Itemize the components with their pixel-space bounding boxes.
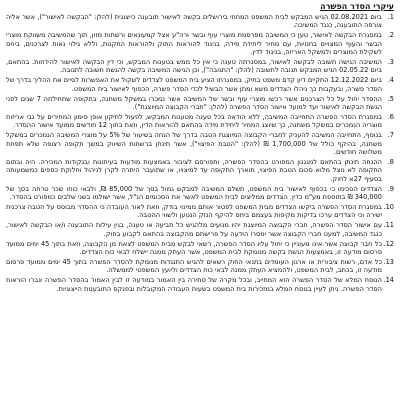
item-text: כל חבר קבוצה אשר אינו מעוניין כי יחול עליו הסדר הפשרה, רשאי לבקש מבית המשפט לצאת מן הקבוצה, וזאת בתוך 45 ימים ממועד פרסום מודעה זו, באמצעות הגשת בקשה מנומקת לבית המשפט, אשר העתק ממנה יישלח לבאי כוח הצדדים. bbox=[6, 239, 382, 257]
item-number: 8. bbox=[387, 158, 394, 166]
item-text: במסגרת הבקשה לאישור, טען כי המשיבה מפרסמת מוצרי עוף ובשר ורה"ע אצל קמעונאים ורשתות מזון, תוך שהמשיבה משווקת מוצרי הבשר והעוף המצויים בחנויות, עם מחיר ליחידת מידה, בניגוד להוראות החוק ולהוראות התקנות, וללא גילוי נאות לצרכנים, ביחס לשקילת המוצרים ולמשקל האריזה, בניגוד לדין. bbox=[6, 31, 382, 57]
list-item bbox=[6, 58, 394, 75]
section-heading: עיקרי הסדר הפשרה bbox=[320, 2, 394, 11]
item-number: 9. bbox=[387, 184, 394, 193]
item-text: הנוסח המלא של הסדר הפשרה הוא המחייב, ובכל מקרה של סתירה בין האמור במודעה זו לבין האמור בהסדר הפשרה יגברו הוראות הסדר הפשרה. ניתן לעיין בנוסח המלא במזכירות בית המשפט בשעות העבודה המקובלות ובפנקס התובענות הייצוגיות. bbox=[6, 276, 382, 293]
item-text: ההסדר יחול על כל הצרכנים אשר רכשו מוצרי עוף ובשר של המשיבה אשר נמכרו במשקל משתנה, בתקופה שתחילתה 7 שנים לפני הגשת הבקשה לאישור ועד למועד אישור הסדר הפשרה (להלן: "חברי הקבוצה המיוצגת"). bbox=[6, 94, 382, 112]
item-number: 7. bbox=[387, 131, 394, 140]
item-text: הצדדים הסכימו כי בכפוף לאישור בית המשפט, תשלם המשיבה למבקש גמול בסך של 85,000 ₪, ולבאי כוחו שכר טרחה בסך של 340,000 ₪ בתוספת מע"מ כדין. הצדדים ממליצים לבית המשפט לאשר את הסכומים הנ"ל, אשר ישולמו בשני שלבים כמפורט בהסדר. bbox=[6, 184, 382, 202]
item-text: ההנחה תינתן בהתאם למנגנון המפורט בהסדר הפשרה, ותפורסם לציבור באמצעות מודעות בעיתונות ובנקודות המכירה. היה ובתום התקופה לא נוצל מלוא סכום הטבת הפיצוי, תוארך התקופה עד למיצויו, או שתועבר היתרה לקרן לניהול וחלוקת כספים כמשמעותה בסעיף 27א לחוק. bbox=[6, 158, 382, 183]
item-number: 13. bbox=[383, 257, 394, 266]
list-item bbox=[6, 131, 394, 156]
list-item bbox=[6, 203, 394, 220]
list-item bbox=[6, 240, 394, 257]
item-number: 6. bbox=[387, 112, 394, 121]
item-text: בנוסף, התחייבה המשיבה להעניק לחברי הקבוצה המיוצגת הטבה בדרך של הנחה בשיעור של 5% על מוצרי המשיבה הנמכרים במשקל משתנה, בהיקף כולל של 1,700,000 ₪ (להלן: "הטבת הפיצוי"), אשר תינתן ברשתות השיווק במשך תקופה רצופה שלא תפחת משלושה חודשים. bbox=[6, 131, 382, 157]
list-item bbox=[6, 76, 394, 93]
item-number: 14. bbox=[383, 276, 394, 285]
item-text: במסגרת הסדר הפשרה התחייבה המשיבה, ללא הודאה בכל טענה מטענות המבקש, לפעול לתיקון אופן סימון המחירים על גבי אריזות מוצריה הנמכרים במשקל משתנה, כך שיוצג המחיר ליחידת מידה בהתאם להוראות הדין, וזאת בתוך 12 חודשים ממועד אישור ההסדר. bbox=[6, 112, 382, 130]
list-item bbox=[6, 158, 394, 183]
item-number: 3. bbox=[387, 58, 394, 67]
item-number: 12. bbox=[383, 239, 394, 248]
item-text: כל אדם, רשות ציבורית או ארגון העומדים בתנאי החוק רשאים להגיש התנגדות מנומקת להסדר הפשרה בתוך 45 ימים ממועד פרסום מודעה זו, בכתב, לבית המשפט, ולהמציא העתק ממנה לבאי כוח הצדדים וליועץ המשפטי לממשלה. bbox=[6, 257, 382, 275]
item-text: במסגרת הסדר הפשרה ביקשו הצדדים מבית המשפט לפטור אותם ממינוי בודק, וזאת לאור העובדה כי ההסדר מבוסס על הטבה צרכנית ישירה וכי הצדדים ערכו בדיקות מקיפות בעצמם ביחס להיקף הנזק הנטען ולשווי ההטבה. bbox=[6, 203, 382, 220]
item-number: 4. bbox=[387, 76, 394, 85]
item-number: 5. bbox=[387, 94, 394, 103]
list-item bbox=[6, 95, 394, 112]
item-text: ביום 02.08.2021 הגיש המבקש לבית המשפט המחוזי בירושלים בקשה לאישור תובענה כייצוגית (להלן: "הבקשה לאישור"), אשר אליה צורפה התובענה, כנגד המשיבה. bbox=[6, 13, 382, 30]
item-text: עם אישור הסדר הפשרה, חברי הקבוצה המיוצגת יהיו מנועים מלהגיש כל תביעה או טענה, בגין עילות התובענה ו/או הבקשה לאישור, כנגד המשיבה, למעט חברי הקבוצה אשר ימסרו הודעה על פרישתם מהקבוצה בהתאם לקבוע בחוק. bbox=[6, 221, 382, 238]
list-item bbox=[6, 113, 394, 130]
list-item bbox=[6, 185, 394, 202]
list-item bbox=[6, 276, 394, 293]
list-item bbox=[6, 13, 394, 30]
item-text: ביום 12.12.2022 התקיים דיון קדם משפט בתיק, במסגרתו הציע בית המשפט לצדדים לשקול את האפשרות לסיים את ההליך בדרך של הסדר פשרה, ובעקבות כך ניהלו הצדדים משא ומתן אשר הבשיל לכדי הסדר פשרה, הכפוף לאישור בית המשפט. bbox=[6, 76, 382, 93]
list-item bbox=[6, 221, 394, 238]
list-item bbox=[6, 258, 394, 275]
item-number: 10. bbox=[383, 203, 394, 212]
item-number: 11. bbox=[383, 221, 394, 230]
items-list bbox=[6, 13, 394, 293]
item-number: 1. bbox=[387, 13, 394, 21]
item-number: 2. bbox=[387, 31, 394, 40]
list-item bbox=[6, 31, 394, 56]
item-text: המשיבה הגישה תשובה לבקשה לאישור, במסגרתה טענה כי אין כל ממש בטענות המבקש, וכי דין הבקשה לאישור להידחות. בהתאם, ביום 02.05.22 הגיש המבקש תגובה לתשובה (להלן: "התגובה"), וכן הגישה המשיבה בקשה להגשת תשובה לתגובה. bbox=[6, 58, 382, 75]
